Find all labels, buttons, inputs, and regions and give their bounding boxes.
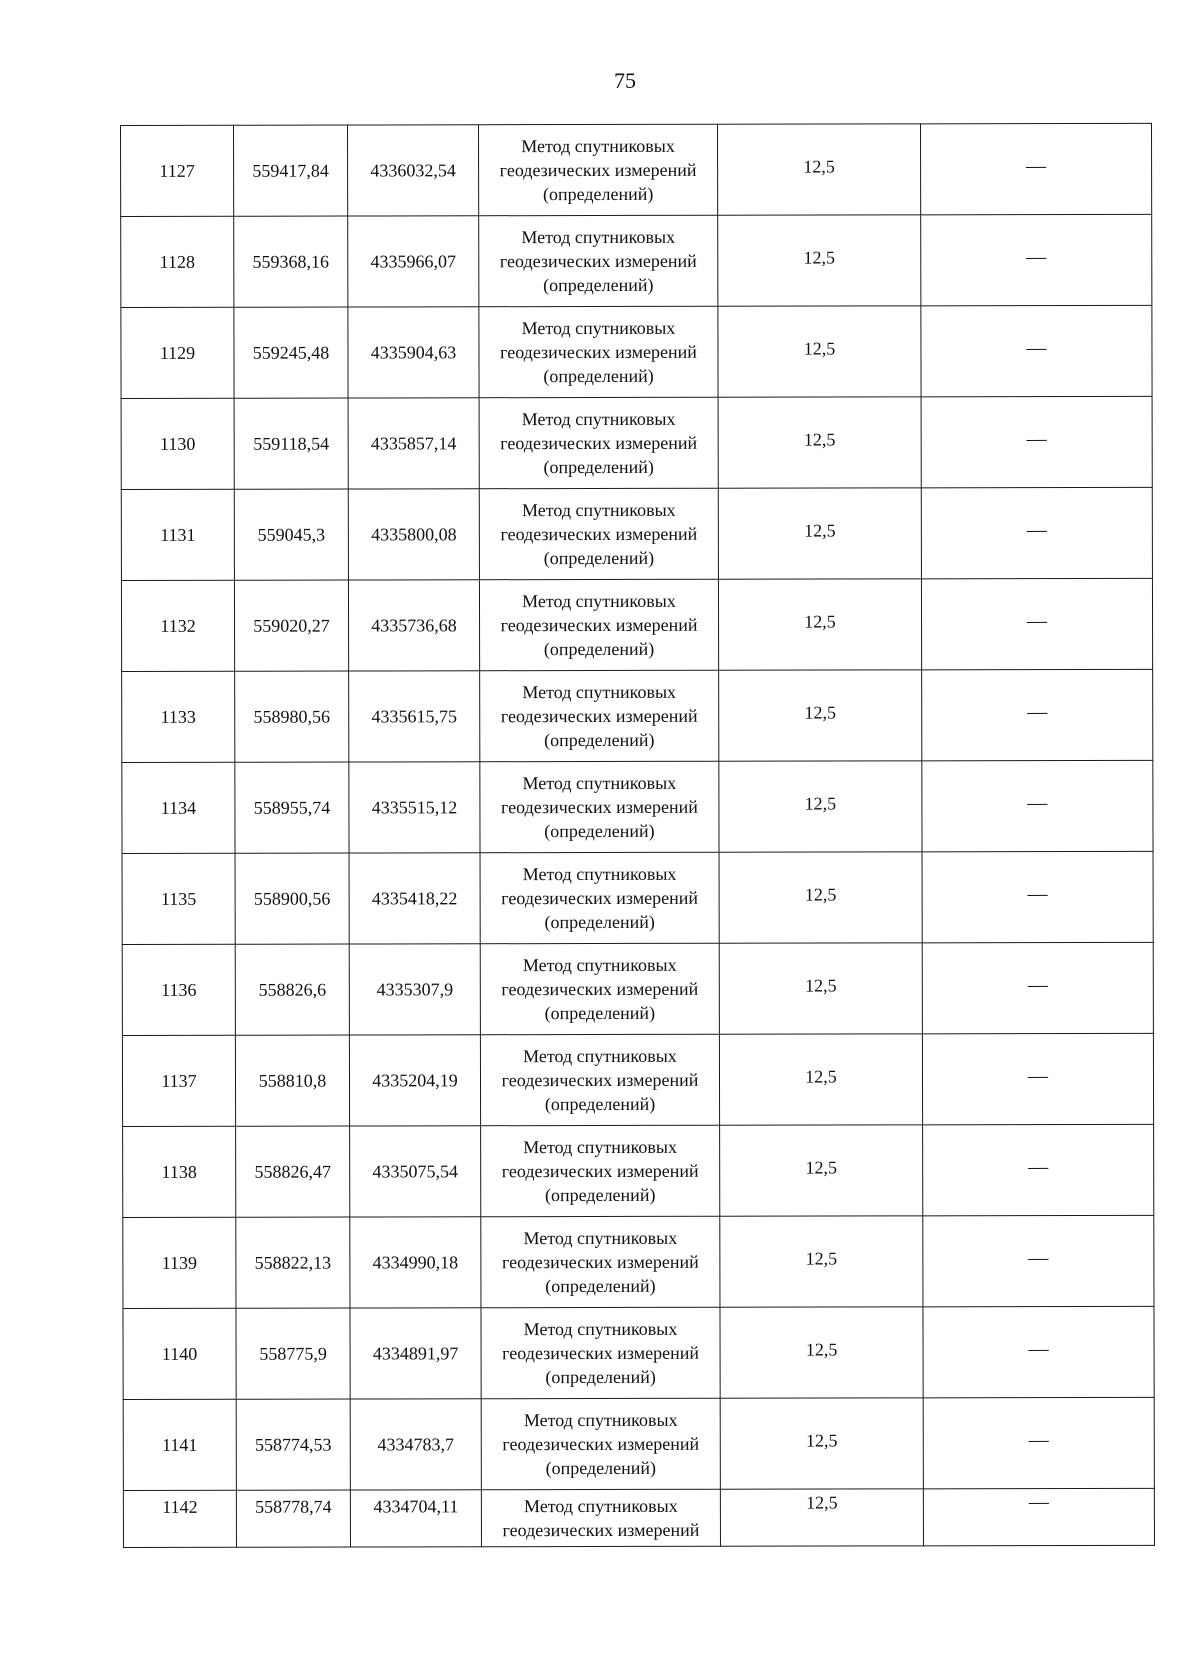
- accuracy-cell-text: 12,5: [805, 975, 837, 996]
- method-text-line2: геодезических измерений: [500, 796, 698, 818]
- method-text-line2: геодезических измерений: [499, 250, 697, 272]
- accuracy-cell: [719, 943, 922, 1034]
- method-text-line3: (определений): [543, 456, 654, 478]
- table-row: [121, 123, 1152, 216]
- description-cell-text: —: [1026, 337, 1047, 360]
- description-cell-text: —: [1027, 701, 1048, 724]
- point-number-cell: 1134: [122, 762, 235, 853]
- method-text-line2: геодезических измерений: [501, 1160, 699, 1182]
- point-number-cell: 1136: [122, 944, 235, 1035]
- x-coordinate-cell: 559118,54: [234, 398, 348, 489]
- description-cell: [923, 1488, 1154, 1545]
- table-row: [122, 760, 1153, 853]
- accuracy-cell: [717, 124, 920, 215]
- method-text-line1: Метод спутниковых: [521, 135, 675, 157]
- method-text-line3: (определений): [544, 1093, 656, 1115]
- accuracy-cell-text: 12,5: [806, 1492, 838, 1513]
- accuracy-cell-text: 12,5: [804, 611, 836, 632]
- method-text-line2: геодезических измерений: [500, 614, 698, 636]
- point-number-cell: 1135: [122, 853, 235, 944]
- y-coordinate-cell: 4335736,68: [348, 580, 479, 671]
- table-row: [121, 487, 1152, 580]
- description-cell: [922, 760, 1153, 851]
- method-text-line3: (определений): [544, 911, 655, 933]
- method-cell: [480, 852, 719, 944]
- description-cell-text: —: [1027, 1065, 1049, 1088]
- method-cell: [479, 488, 718, 580]
- y-coordinate-cell: 4335204,19: [349, 1035, 480, 1126]
- method-text-line3: (определений): [545, 1184, 656, 1206]
- y-coordinate-cell: 4336032,54: [348, 125, 479, 216]
- y-coordinate-cell: 4334891,97: [350, 1308, 481, 1399]
- table-row: [121, 578, 1152, 671]
- accuracy-cell-text: 12,5: [803, 247, 836, 268]
- description-cell-text: —: [1026, 428, 1047, 451]
- description-cell-text: —: [1026, 155, 1047, 178]
- x-coordinate-cell: 559045,3: [234, 489, 348, 580]
- method-text-line2: геодезических измерений: [500, 432, 698, 454]
- description-cell-text: —: [1028, 1156, 1049, 1179]
- description-cell-text: —: [1027, 974, 1048, 997]
- method-text-line1: Метод спутниковых: [522, 590, 676, 612]
- description-cell: [921, 487, 1152, 578]
- point-number-cell: 1142: [123, 1490, 236, 1547]
- accuracy-cell: [720, 1398, 923, 1489]
- method-text-line2: геодезических измерений: [501, 887, 699, 909]
- description-cell: [923, 1124, 1154, 1215]
- method-cell: [479, 215, 718, 307]
- x-coordinate-cell: 559020,27: [234, 580, 348, 671]
- y-coordinate-cell: 4334990,18: [350, 1217, 481, 1308]
- method-text-line3: (определений): [544, 820, 655, 842]
- point-number-cell: 1139: [123, 1217, 236, 1308]
- method-cell: [481, 1125, 720, 1217]
- accuracy-cell: [719, 670, 922, 761]
- x-coordinate-cell: 558826,47: [236, 1126, 350, 1217]
- method-text-line1: Метод спутниковых: [521, 499, 676, 521]
- x-coordinate-cell: 558826,6: [235, 944, 349, 1035]
- method-text-line1: Метод спутниковых: [521, 408, 676, 430]
- y-coordinate-cell: 4335075,54: [350, 1126, 481, 1217]
- method-text-line2: геодезических измерений: [501, 1251, 699, 1273]
- table-row: [123, 1488, 1154, 1547]
- description-cell: [922, 669, 1153, 760]
- table-row: [122, 1033, 1153, 1126]
- y-coordinate-cell: 4334783,7: [350, 1399, 481, 1490]
- method-text-line1: Метод спутниковых: [522, 681, 677, 703]
- method-text-line1: Метод спутниковых: [523, 1136, 678, 1158]
- method-cell: [479, 397, 718, 489]
- x-coordinate-cell: 558822,13: [236, 1217, 350, 1308]
- y-coordinate-cell: 4334704,11: [350, 1490, 481, 1547]
- point-number-cell: 1137: [122, 1035, 235, 1126]
- method-text-line2: геодезических измерений: [502, 1519, 700, 1541]
- accuracy-cell-text: 12,5: [805, 1430, 838, 1451]
- method-text-line1: Метод спутниковых: [521, 226, 676, 248]
- x-coordinate-cell: 558980,56: [235, 671, 349, 762]
- method-text-line3: (определений): [545, 1366, 656, 1388]
- point-number-cell: 1127: [121, 125, 234, 216]
- description-cell: [923, 1306, 1154, 1397]
- description-cell-text: —: [1028, 1247, 1049, 1270]
- point-number-cell: 1133: [122, 671, 235, 762]
- accuracy-cell-text: 12,5: [804, 884, 837, 905]
- method-text-line3: (определений): [543, 638, 655, 660]
- x-coordinate-cell: 558955,74: [235, 762, 349, 853]
- accuracy-cell: [718, 397, 921, 488]
- accuracy-cell: [719, 1034, 922, 1125]
- method-text-line3: (определений): [543, 274, 654, 296]
- point-number-cell: 1131: [121, 489, 234, 580]
- accuracy-cell-text: 12,5: [803, 156, 835, 177]
- method-text-line2: геодезических измерений: [501, 978, 699, 1000]
- x-coordinate-cell: 558778,74: [236, 1490, 350, 1547]
- table-row: [122, 669, 1153, 762]
- x-coordinate-cell: 558900,56: [235, 853, 349, 944]
- method-text-line2: геодезических измерений: [500, 705, 698, 727]
- method-cell: [480, 670, 719, 762]
- y-coordinate-cell: 4335307,9: [349, 944, 480, 1035]
- description-cell: [922, 942, 1153, 1033]
- y-coordinate-cell: 4335857,14: [348, 398, 479, 489]
- method-cell: [479, 579, 718, 671]
- description-cell: [920, 123, 1151, 214]
- accuracy-cell: [718, 488, 921, 579]
- point-number-cell: 1140: [123, 1308, 236, 1399]
- point-number-cell: 1129: [121, 307, 234, 398]
- description-cell: [921, 214, 1152, 305]
- x-coordinate-cell: 559417,84: [234, 125, 348, 216]
- method-cell: [481, 1307, 720, 1399]
- accuracy-cell: [720, 1489, 923, 1546]
- x-coordinate-cell: 559245,48: [234, 307, 348, 398]
- description-cell-text: —: [1027, 792, 1048, 815]
- x-coordinate-cell: 558774,53: [236, 1399, 350, 1490]
- accuracy-cell: [720, 1125, 923, 1216]
- method-text-line3: (определений): [545, 1457, 657, 1479]
- description-cell: [923, 1215, 1154, 1306]
- table-row: [121, 214, 1152, 307]
- method-text-line1: Метод спутниковых: [522, 954, 677, 976]
- y-coordinate-cell: 4335904,63: [348, 307, 479, 398]
- accuracy-cell: [718, 306, 921, 397]
- method-text-line2: геодезических измерений: [501, 1069, 699, 1091]
- point-number-cell: 1138: [123, 1126, 236, 1217]
- method-text-line1: Метод спутниковых: [523, 1227, 678, 1249]
- method-cell: [480, 943, 719, 1035]
- method-text-line2: геодезических измерений: [500, 523, 698, 545]
- description-cell-text: —: [1026, 519, 1047, 542]
- method-text-line3: (определений): [543, 547, 655, 569]
- accuracy-cell: [719, 761, 922, 852]
- accuracy-cell-text: 12,5: [803, 429, 836, 450]
- method-text-line3: (определений): [544, 1002, 656, 1024]
- table-row: [122, 942, 1153, 1035]
- x-coordinate-cell: 559368,16: [234, 216, 348, 307]
- description-cell-text: —: [1028, 1429, 1049, 1452]
- method-cell: [479, 306, 718, 398]
- accuracy-cell: [720, 1216, 923, 1307]
- method-text-line2: геодезических измерений: [502, 1433, 700, 1455]
- point-number-cell: 1128: [121, 216, 234, 307]
- accuracy-cell: [718, 215, 921, 306]
- method-text-line3: (определений): [544, 729, 655, 751]
- y-coordinate-cell: 4335966,07: [348, 216, 479, 307]
- description-cell: [923, 1397, 1154, 1488]
- accuracy-cell-text: 12,5: [805, 1248, 838, 1269]
- description-cell: [922, 851, 1153, 942]
- table-row: [123, 1397, 1154, 1490]
- method-cell: [480, 761, 719, 853]
- table-body: [121, 123, 1155, 1547]
- coordinates-table: [120, 123, 1155, 1548]
- method-text-line2: геодезических измерений: [499, 159, 697, 181]
- method-text-line3: (определений): [543, 365, 654, 387]
- method-cell: [479, 124, 718, 216]
- y-coordinate-cell: 4335515,12: [349, 762, 480, 853]
- page-number: 75: [614, 68, 636, 93]
- point-number-cell: 1130: [121, 398, 234, 489]
- x-coordinate-cell: 558810,8: [235, 1035, 349, 1126]
- description-cell-text: —: [1026, 246, 1047, 269]
- accuracy-cell: [719, 852, 922, 943]
- method-cell: [480, 1034, 719, 1126]
- accuracy-cell-text: 12,5: [805, 1066, 837, 1087]
- description-cell: [922, 1033, 1153, 1124]
- method-text-line3: (определений): [545, 1275, 656, 1297]
- method-text-line1: Метод спутниковых: [523, 1045, 677, 1067]
- accuracy-cell-text: 12,5: [805, 1339, 838, 1360]
- accuracy-cell-text: 12,5: [804, 520, 836, 541]
- table-row: [121, 396, 1152, 489]
- table-row: [121, 305, 1152, 398]
- method-text-line1: Метод спутниковых: [523, 1318, 678, 1340]
- table-row: [123, 1215, 1154, 1308]
- table-row: [123, 1124, 1154, 1217]
- table-row: [123, 1306, 1154, 1399]
- description-cell-text: —: [1028, 1491, 1049, 1514]
- description-cell: [921, 578, 1152, 669]
- description-cell: [921, 396, 1152, 487]
- description-cell-text: —: [1028, 1338, 1049, 1361]
- y-coordinate-cell: 4335418,22: [349, 853, 480, 944]
- method-text-line2: геодезических измерений: [502, 1342, 700, 1364]
- method-cell: [481, 1489, 720, 1547]
- method-text-line3: (определений): [542, 183, 654, 205]
- accuracy-cell-text: 12,5: [803, 338, 836, 359]
- table-row: [122, 851, 1153, 944]
- method-text-line1: Метод спутниковых: [523, 1409, 678, 1431]
- method-text-line1: Метод спутниковых: [524, 1495, 678, 1517]
- accuracy-cell-text: 12,5: [804, 702, 837, 723]
- description-cell: [921, 305, 1152, 396]
- point-number-cell: 1132: [121, 580, 234, 671]
- method-text-line2: геодезических измерений: [500, 341, 697, 363]
- y-coordinate-cell: 4335800,08: [348, 489, 479, 580]
- method-text-line1: Метод спутниковых: [522, 772, 677, 794]
- accuracy-cell-text: 12,5: [805, 1157, 837, 1178]
- method-cell: [481, 1398, 720, 1490]
- method-text-line1: Метод спутниковых: [522, 863, 677, 885]
- method-cell: [481, 1216, 720, 1308]
- accuracy-cell: [718, 579, 921, 670]
- point-number-cell: 1141: [123, 1399, 236, 1490]
- accuracy-cell: [720, 1307, 923, 1398]
- method-text-line1: Метод спутниковых: [521, 317, 676, 339]
- description-cell-text: —: [1027, 883, 1048, 906]
- description-cell-text: —: [1027, 610, 1048, 633]
- y-coordinate-cell: 4335615,75: [349, 671, 480, 762]
- accuracy-cell-text: 12,5: [804, 793, 837, 814]
- x-coordinate-cell: 558775,9: [236, 1308, 350, 1399]
